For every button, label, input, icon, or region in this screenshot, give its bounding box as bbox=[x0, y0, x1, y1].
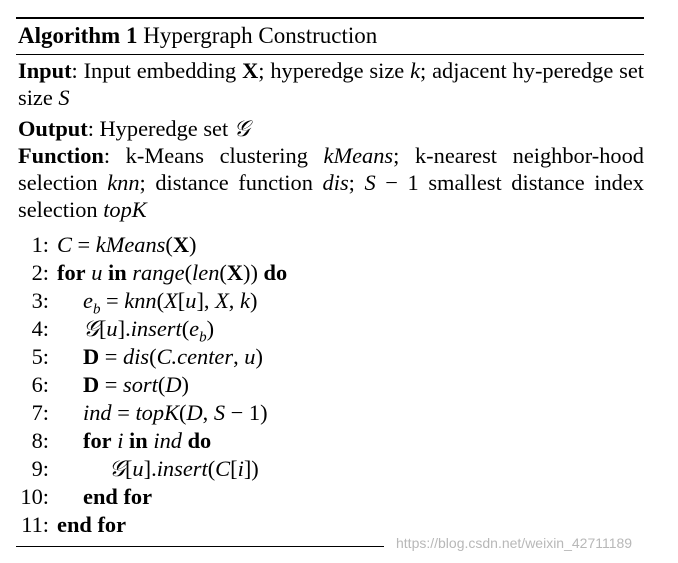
bottom-rule bbox=[16, 546, 384, 547]
input-description: Input: Input embedding X; hyperedge size k; adjacent hy-peredge set size S bbox=[18, 58, 644, 110]
step-line: 2: for u in range(len(X)) do bbox=[18, 259, 287, 287]
step-line bbox=[18, 483, 152, 511]
caption-rule bbox=[16, 54, 644, 55]
step-line: 9: 𝒢[u].insert(C[i]) bbox=[18, 455, 259, 483]
step-line: 1: C = kMeans(X) bbox=[18, 231, 197, 259]
line-number: 5: bbox=[31, 344, 49, 369]
line-number: 2: bbox=[31, 260, 49, 285]
step-line: 8: for i in ind do bbox=[18, 427, 211, 455]
line-number: 11: bbox=[21, 512, 49, 537]
step-line: 7: ind = topK(D, S − 1) bbox=[18, 399, 268, 427]
function-label: Function bbox=[18, 143, 104, 168]
line-number: 6: bbox=[31, 372, 49, 397]
line-number: 7: bbox=[31, 400, 49, 425]
step-line: 6: D = sort(D) bbox=[18, 371, 189, 399]
input-label: Input bbox=[18, 58, 72, 83]
step-text: end for bbox=[83, 484, 153, 509]
step-line bbox=[18, 511, 126, 539]
step-text: end for bbox=[57, 512, 127, 537]
line-number: 1: bbox=[31, 232, 49, 257]
line-number: 9: bbox=[31, 456, 49, 481]
line-number: 10: bbox=[20, 484, 49, 509]
line-number: 8: bbox=[31, 428, 49, 453]
algorithm-title: Hypergraph Construction bbox=[143, 23, 378, 48]
function-description: Function: k-Means clustering kMeans; k-nearest neighbor-hood selection knn; distance function dis; S − 1 smallest distance index selection topK bbox=[18, 143, 644, 222]
step-line: 5: D = dis(C.center, u) bbox=[18, 343, 263, 371]
line-number: 3: bbox=[31, 288, 49, 313]
top-rule bbox=[16, 17, 644, 19]
algorithm-label: Algorithm 1 bbox=[18, 23, 138, 48]
step-line: 4: $𝒢[u].insert(e_b)$ bbox=[18, 315, 214, 343]
algorithm-caption bbox=[18, 21, 377, 51]
step-line: 3: $e_b = knn(X[u]$, X, k) bbox=[18, 287, 257, 315]
watermark-url: https://blog.csdn.net/weixin_42711189 bbox=[396, 535, 633, 551]
line-number: 4: bbox=[31, 316, 49, 341]
output-label: Output bbox=[18, 116, 88, 141]
output-description: Output: Hyperedge set 𝒢 bbox=[18, 116, 250, 141]
